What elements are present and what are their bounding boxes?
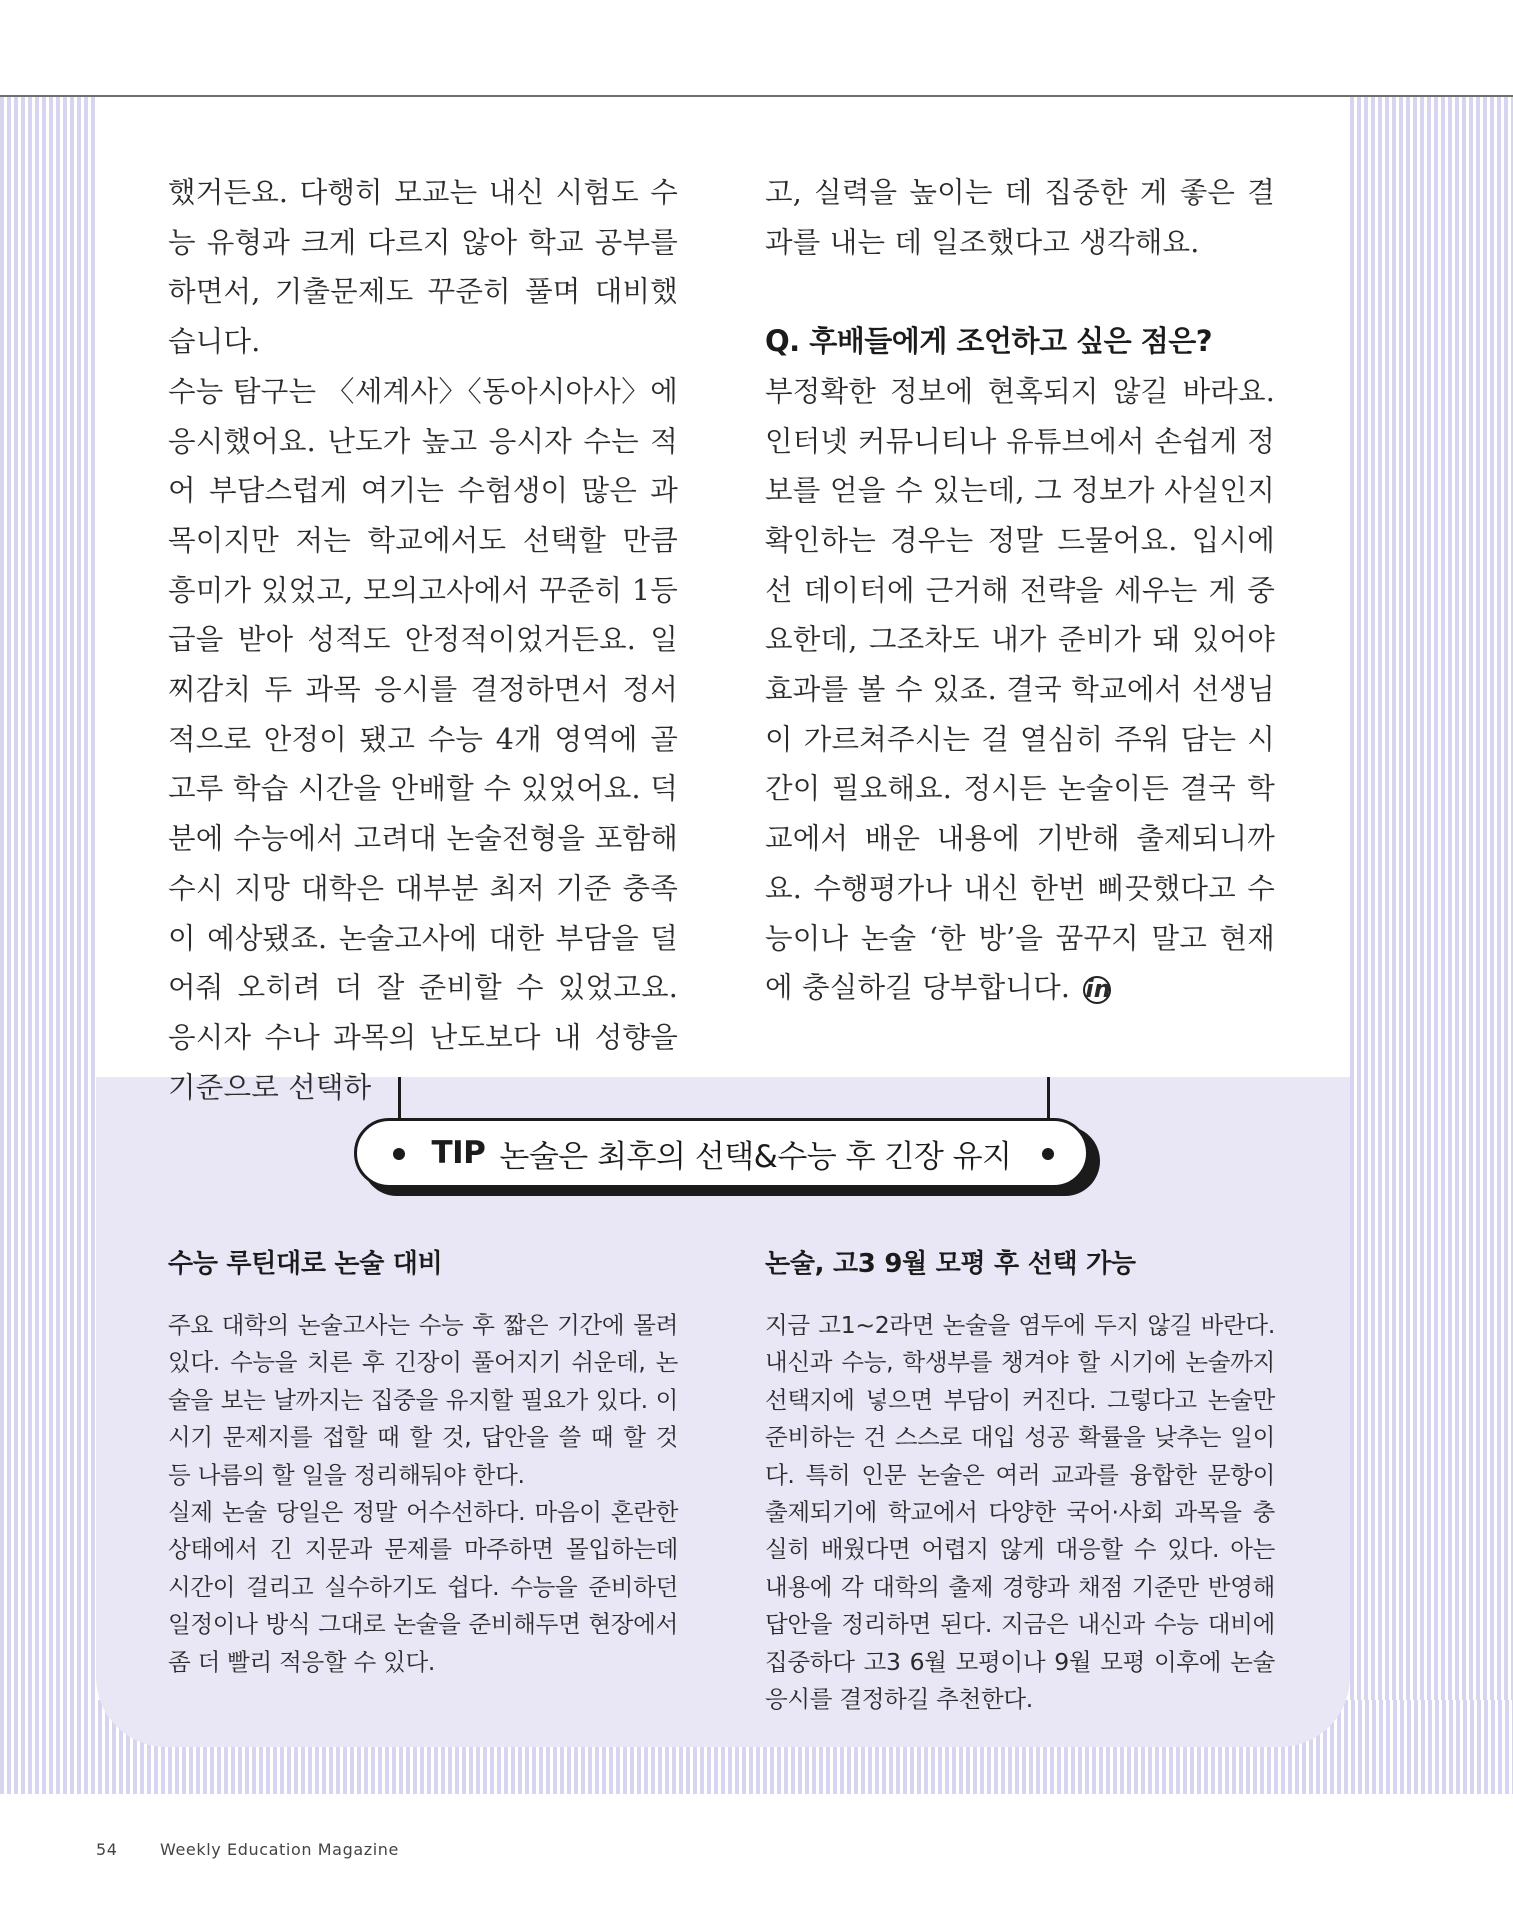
article-paragraph: 고, 실력을 높이는 데 집중한 게 좋은 결과를 내는 데 일조했다고 생각해요. — [765, 176, 1275, 259]
answer-text: 부정확한 정보에 현혹되지 않길 바라요. 인터넷 커뮤니티나 유튜브에서 손쉽게 정보를 얻을 수 있는데, 그 정보가 사실인지 확인하는 경우는 정말 드물어요. 입시에선 데이터에 근거해 전략을 세우는 게 중요한데, 그조차도 내가 준비가 돼 있어야 효과를 볼 수 있죠. 결국 학교에서 선생님이 가르쳐주시는 걸 열심히 주워 담는 시간이 필요해요. 정시든 논술이든 결국 학교에서 배운 내용에 기반해 출제되니까요. 수행평가나 내신 한번 삐끗했다고 수능이나 논술 ‘한 방’을 꿈꾸지 말고 현재에 충실하길 당부합니다. — [765, 374, 1275, 1005]
tip-banner — [354, 1118, 1089, 1188]
banner-dot-left-icon — [393, 1148, 405, 1160]
tip-left-column — [168, 1246, 678, 1681]
page-number: 54 — [96, 1840, 118, 1859]
magazine-name: Weekly Education Magazine — [160, 1840, 399, 1859]
right-stripe-border — [1350, 97, 1513, 1794]
article-right-column — [765, 168, 1275, 1013]
tip-title: 논술은 최후의 선택&수능 후 긴장 유지 — [499, 1138, 1012, 1175]
banner-dot-right-icon — [1042, 1148, 1054, 1160]
end-mark-icon: in — [1085, 974, 1112, 1003]
tip-subheading: 논술, 고3 9월 모평 후 선택 가능 — [765, 1249, 1136, 1279]
tip-paragraph: 지금 고1~2라면 논술을 염두에 두지 않길 바란다. 내신과 수능, 학생부를 챙겨야 할 시기에 논술까지 선택지에 넣으면 부담이 커진다. 그렇다고 논술만 준비하는 건 스스로 대입 성공 확률을 낮추는 일이다. 특히 인문 논술은 여러 교과를 융합한 문항이 출제되기에 학교에서 다양한 국어·사회 과목을 충실히 배웠다면 어렵지 않게 대응할 수 있다. 아는 내용에 각 대학의 출제 경향과 채점 기준만 반영해 답안을 정리하면 된다. 지금은 내신과 수능 대비에 집중하다 고3 6월 모평이나 9월 모평 이후에 논술 응시를 결정하길 추천한다. — [765, 1311, 1275, 1714]
tip-paragraph: 실제 논술 당일은 정말 어수선하다. 마음이 혼란한 상태에서 긴 지문과 문제를 마주하면 몰입하는데 시간이 걸리고 실수하기도 쉽다. 수능을 준비하던 일정이나 방식 그대로 논술을 준비해두면 현장에서 좀 더 빨리 적응할 수 있다. — [168, 1498, 678, 1676]
tip-subheading: 수능 루틴대로 논술 대비 — [168, 1249, 443, 1279]
article-left-column — [168, 168, 678, 1112]
answer-paragraph — [765, 367, 1275, 1013]
paragraph-spacer — [765, 267, 1275, 317]
tip-right-column — [765, 1246, 1275, 1718]
question-heading: Q. 후배들에게 조언하고 싶은 점은? — [765, 324, 1213, 359]
tip-paragraph: 주요 대학의 논술고사는 수능 후 짧은 기간에 몰려 있다. 수능을 치른 후 긴장이 풀어지기 쉬운데, 논술을 보는 날까지는 집중을 유지할 필요가 있다. 이 시기 문제지를 접할 때 할 것, 답안을 쓸 때 할 것 등 나름의 할 일을 정리해둬야 한다. — [168, 1311, 678, 1489]
article-paragraph: 수능 탐구는 〈세계사〉〈동아시아사〉에 응시했어요. 난도가 높고 응시자 수는 적어 부담스럽게 여기는 수험생이 많은 과목이지만 저는 학교에서도 선택할 만큼 흥미가 있었고, 모의고사에서 꾸준히 1등급을 받아 성적도 안정적이었거든요. 일찌감치 두 과목 응시를 결정하면서 정서적으로 안정이 됐고 수능 4개 영역에 골고루 학습 시간을 안배할 수 있었어요. 덕분에 수능에서 고려대 논술전형을 포함해 수시 지망 대학은 대부분 최저 기준 충족이 예상됐죠. 논술고사에 대한 부담을 덜어줘 오히려 더 잘 준비할 수 있었고요. 응시자 수나 과목의 난도보다 내 성향을 기준으로 선택하 — [168, 374, 678, 1104]
left-stripe-border — [0, 97, 96, 1794]
article-paragraph: 했거든요. 다행히 모교는 내신 시험도 수능 유형과 크게 다르지 않아 학교 공부를 하면서, 기출문제도 꾸준히 풀며 대비했습니다. — [168, 176, 678, 359]
tip-label: TIP — [431, 1135, 486, 1171]
